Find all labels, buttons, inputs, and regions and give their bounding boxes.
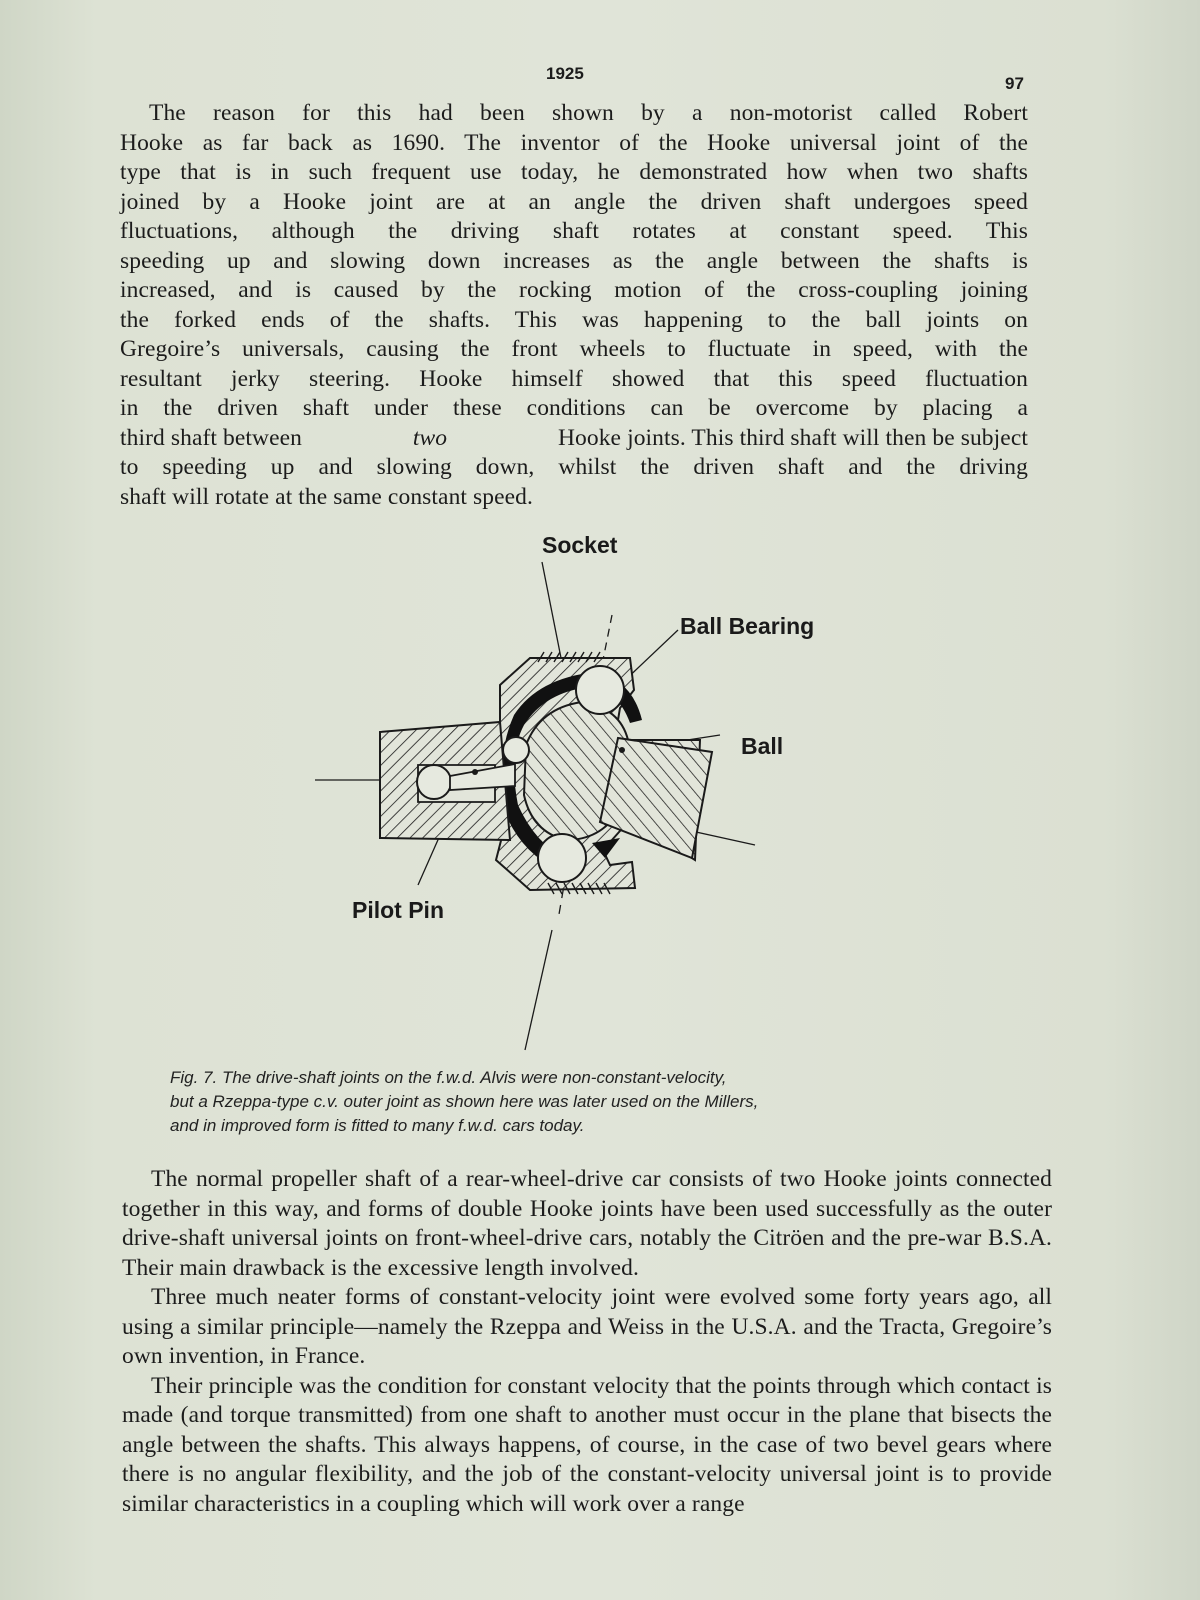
text-line: the forked ends of the shafts. This was happening to the ball joints on	[120, 306, 1028, 333]
text-line: resultant jerky steering. Hooke himself showed that this speed fluctuation	[120, 365, 1028, 392]
text-line: increased, and is caused by the rocking motion of the cross-coupling joining	[120, 277, 1028, 303]
text-line: shaft will rotate at the same constant speed.	[120, 483, 534, 510]
text-fragment: Hooke joints. This third shaft will then be subject	[557, 424, 1028, 451]
text-line: Hooke as far back as 1690. The inventor of the Hooke universal joint of the	[120, 129, 1028, 156]
text-line	[120, 424, 1028, 454]
text-line: speeding up and slowing down increases as the angle between the shafts is	[120, 247, 1028, 274]
label-socket: Socket	[542, 532, 618, 558]
text-line: to speeding up and slowing down, whilst the driven shaft and the driving	[120, 454, 1028, 480]
text-line: in the driven shaft under these conditions can be overcome by placing a	[120, 395, 1028, 421]
paragraph-cv-joints: Three much neater forms of constant-velocity joint were evolved some forty years ago, all using a similar principle—namely the Rzeppa and Weiss in the U.S.A. and the Tracta, Gregoire’s own invention, in France.	[122, 1284, 1052, 1369]
text-line: Gregoire’s universals, causing the front wheels to fluctuate in speed, with the	[120, 336, 1028, 362]
paragraph-propeller-shaft: The normal propeller shaft of a rear-wheel-drive car consists of two Hooke joints connected together in this way, and forms of double Hooke joints have been used successfully as the outer drive-shaft universal joints on front-wheel-drive cars, notably the Citröen and the pre-war B.S.A. Their main drawback is the excessive length involved.	[122, 1166, 1052, 1281]
running-header: 1925	[546, 64, 584, 83]
text-fragment: third shaft between	[120, 424, 303, 451]
caption-line: and in improved form is fitted to many f.w.d. cars today.	[170, 1116, 585, 1135]
text-line: fluctuations, although the driving shaft rotates at constant speed. This	[120, 218, 1028, 244]
emphasis-two: two	[412, 424, 448, 451]
text-line: type that is in such frequent use today, he demonstrated how when two shafts	[120, 159, 1028, 185]
text-line: joined by a Hooke joint are at an angle the driven shaft undergoes speed	[120, 188, 1028, 215]
page-number: 97	[1005, 74, 1024, 93]
label-ball-bearing: Ball Bearing	[680, 613, 815, 639]
caption-line: but a Rzeppa-type c.v. outer joint as shown here was later used on the Millers,	[170, 1092, 759, 1111]
label-pilot-pin: Pilot Pin	[352, 897, 444, 923]
caption-line: Fig. 7. The drive-shaft joints on the f.w.d. Alvis were non-constant-velocity,	[170, 1068, 727, 1087]
paragraph-principle: Their principle was the condition for constant velocity that the points through which contact is made (and torque transmitted) from one shaft to another must occur in the plane that bisects the angle between the shafts. This always happens, of course, in the case of two bevel gears where there is no angular flexibility, and the job of the constant-velocity universal joint is to provide similar characteristics in a coupling which will work over a range	[122, 1372, 1052, 1517]
body-bottom	[122, 1165, 1052, 1519]
text-line: The reason for this had been shown by a non-motorist called Robert	[149, 100, 1028, 126]
label-ball: Ball	[741, 733, 784, 759]
figure-caption	[170, 1066, 990, 1138]
paragraph-hooke	[120, 99, 1028, 512]
